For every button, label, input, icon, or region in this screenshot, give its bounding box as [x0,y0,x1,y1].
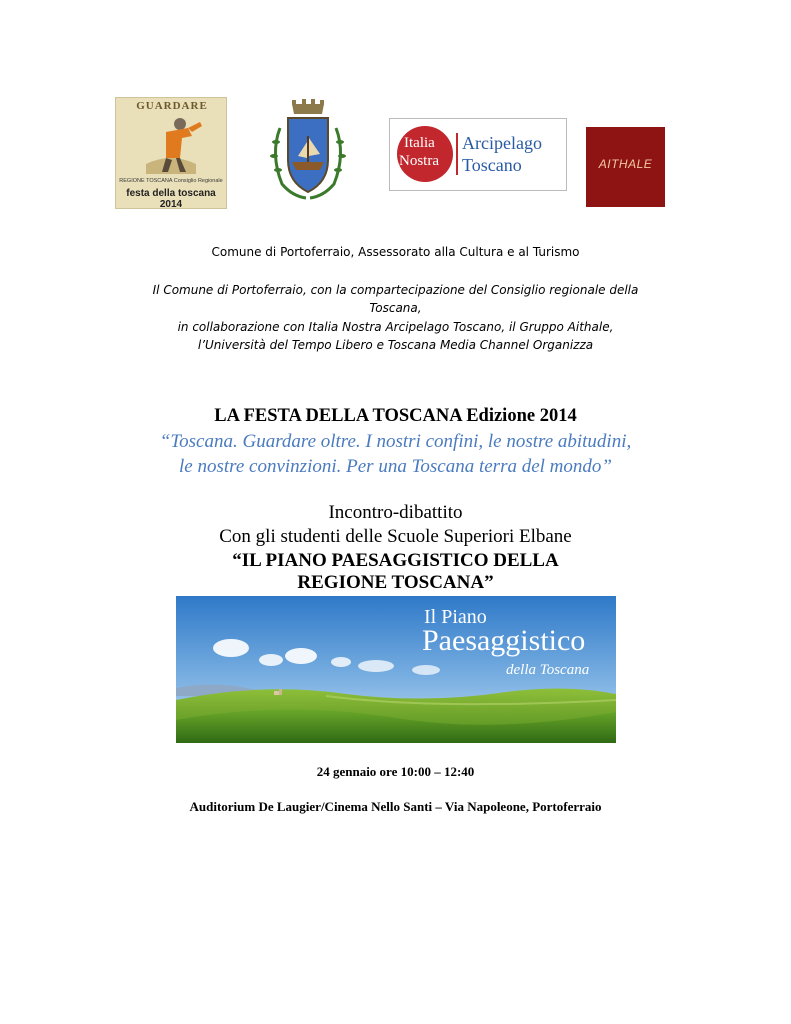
event-title: LA FESTA DELLA TOSCANA Edizione 2014 [214,406,577,426]
intro-line-1: Il Comune di Portoferraio, con la compartecipazione del Consiglio regionale della [152,283,639,297]
aithale-logo-text: AITHALE [598,157,653,171]
banner-line-3: della Toscana [506,662,590,678]
banner-line-1: Il Piano [424,606,487,628]
event-venue: Auditorium De Laugier/Cinema Nello Santi – Via Napoleone, Portoferraio [189,799,602,814]
festa-logo-arc-text: GUARDARE [136,100,208,112]
figure-looking-far-icon [136,114,206,174]
event-motto-line-1: “Toscana. Guardare oltre. I nostri confini, le nostre abitudini, [159,431,632,452]
italia-nostra-divider [456,133,458,175]
portoferraio-coat-of-arms-icon [262,98,354,206]
toscano-text: Toscano [462,155,522,175]
piano-paesaggistico-banner [176,596,616,743]
banner-line-2: Paesaggistico [422,624,586,657]
italia-nostra-disc-line2: Nostra [399,153,439,169]
organizer-line: Comune di Portoferraio, Assessorato alla Cultura e al Turismo [211,245,580,259]
intro-line-4: l’Università del Tempo Libero e Toscana Media Channel Organizza [197,338,594,352]
event-date-time: 24 gennaio ore 10:00 – 12:40 [316,764,475,779]
festa-logo-subtitle: REGIONE TOSCANA Consiglio Regionale [119,178,223,184]
event-type: Incontro-dibattito [328,502,463,523]
event-audience: Con gli studenti delle Scuole Superiori Elbane [219,526,572,547]
aithale-logo [586,127,665,207]
festa-della-toscana-logo [115,97,227,209]
festa-logo-name: festa della toscana 2014 [126,188,216,209]
intro-line-2: Toscana, [369,301,422,315]
italia-nostra-disc-line1: Italia [404,135,435,151]
intro-line-3: in collaborazione con Italia Nostra Arcipelago Toscano, il Gruppo Aithale, [177,320,614,334]
event-topic-line-2: REGIONE TOSCANA” [297,572,494,593]
event-motto-line-2: le nostre convinzioni. Per una Toscana terra del mondo” [179,456,612,477]
italia-nostra-arcipelago-toscano-logo [389,118,567,191]
event-topic-line-1: “IL PIANO PAESAGGISTICO DELLA [232,550,559,571]
arcipelago-text: Arcipelago [462,133,542,153]
